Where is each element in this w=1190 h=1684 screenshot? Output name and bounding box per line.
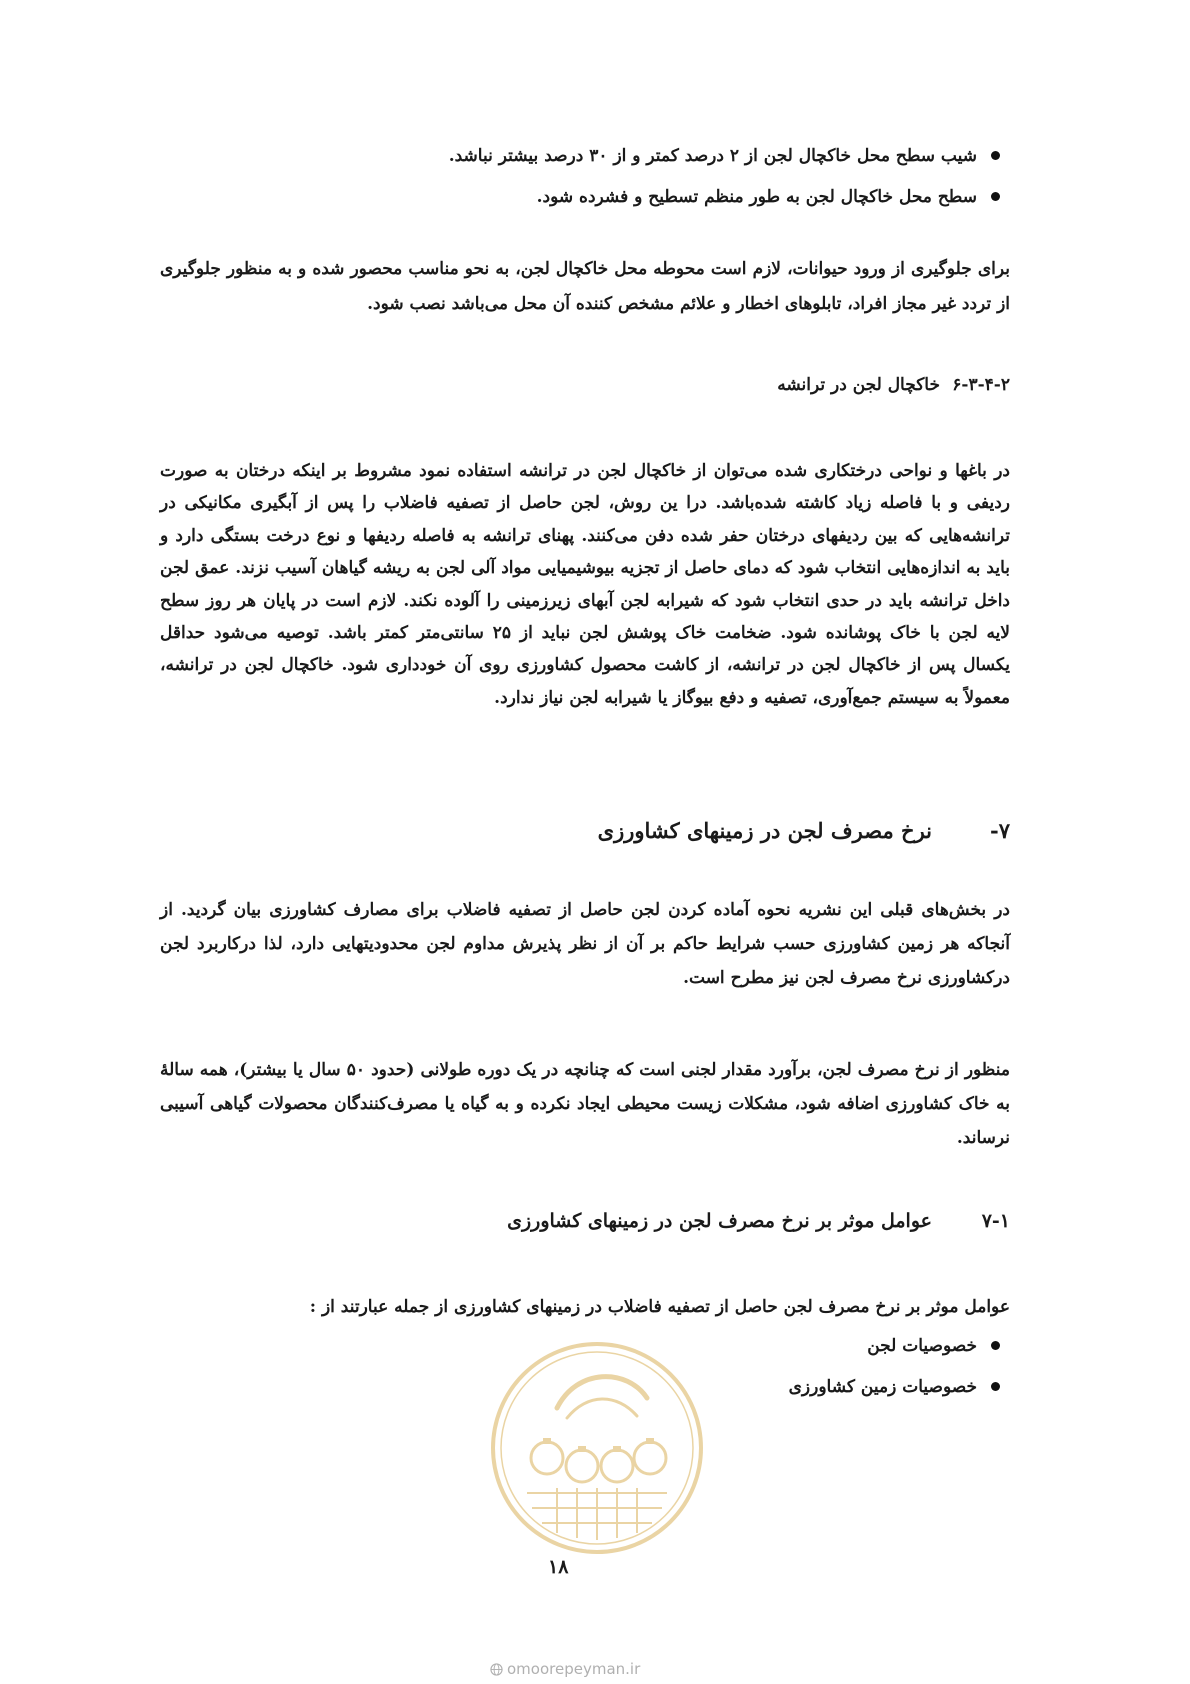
paragraph-7a: در بخش‌های قبلی این نشریه نحوه آماده کردن لجن حاصل از تصفیه فاضلاب برای مصارف کشاورزی بیان گردید. از آنجاکه هر زمین کشاورزی حسب شرایط حاکم بر آن از نظر پذیرش مداوم لجن محدودیتهایی دارد، لذا درکاربرد لجن درکشاورزی نرخ مصرف لجن نیز مطرح است. xyxy=(160,900,1010,988)
bullet-item-slope xyxy=(160,135,1010,176)
globe-icon xyxy=(490,1663,503,1676)
bullet-text: خصوصیات لجن xyxy=(867,1335,977,1356)
bullet-text: شیب سطح محل خاکچال لجن از ۲ درصد کمتر و از ۳۰ درصد بیشتر نباشد. xyxy=(448,145,977,166)
section-title: عوامل موثر بر نرخ مصرف لجن در زمینهای کشاورزی xyxy=(507,1210,932,1232)
paragraph-fence: برای جلوگیری از ورود حیوانات، لازم است محوطه محل خاکچال لجن، به نحو مناسب محصور شده و به منظور جلوگیری از تردد غیر مجاز افراد، تابلوهای اخطار و علائم مشخص کننده آن محل می‌باشد نصب شود. xyxy=(160,259,1010,314)
section-title: نرخ مصرف لجن در زمینهای کشاورزی xyxy=(597,818,932,843)
watermark-website xyxy=(490,1660,640,1678)
website-url: omoorepeyman.ir xyxy=(507,1660,641,1678)
bullet-item-leveling xyxy=(160,176,1010,217)
section-heading-7 xyxy=(160,818,1010,843)
paragraph-trench: در باغها و نواحی درختکاری شده می‌توان از خاکچال لجن در ترانشه استفاده نمود مشروط بر اینکه درختان به صورت ردیفی و با فاصله زیاد کاشته شده‌باشد. درا ین روش، لجن حاصل از تصفیه فاضلاب را پس از آبگیری مکانیکی در ترانشه‌هایی که بین ردیفهای درختان حفر شده دفن می‌کنند. پهنای ترانشه به فاصله ردیفها و نوع درخت بستگی دارد و باید به اندازه‌هایی انتخاب شود که دمای حاصل از تجزیه بیوشیمیایی مواد آلی لجن به ریشه گیاهان آسیب نزند. عمق لجن داخل ترانشه باید در حدی انتخاب شود که شیرابه لجن آبهای زیرزمینی را آلوده نکند. لازم است در پایان هر روز سطح لایه لجن با خاک پوشانده شود. ضخامت خاک پوشش لجن نباید از ۲۵ سانتی‌متر کمتر باشد. توصیه می‌شود حداقل یکسال پس از خاکچال لجن در ترانشه، از کاشت محصول کشاورزی روی آن خودداری شود. خاکچال لجن در ترانشه، معمولاً به سیستم جمع‌آوری، تصفیه و دفع بیوگاز یا شیرابه لجن نیاز ندارد. xyxy=(160,461,1011,708)
top-bullet-list xyxy=(160,135,1010,217)
bullet-dot-icon xyxy=(991,151,1000,160)
section-number: ۷-۱ xyxy=(981,1210,1010,1232)
section-heading-7-1 xyxy=(160,1210,1010,1232)
page-number: ۱۸ xyxy=(548,1556,569,1578)
bullet-text: خصوصیات زمین کشاورزی xyxy=(788,1376,977,1397)
paragraph-7b: منظور از نرخ مصرف لجن، برآورد مقدار لجنی است که چنانچه در یک دوره طولانی (حدود ۵۰ سال یا بیشتر)، همه سالهٔ به خاک کشاورزی اضافه شود، مشکلات زیست محیطی ایجاد نکرده و به گیاه یا مصرف‌کنندگان محصولات گیاهی آسیبی نرساند. xyxy=(160,1060,1010,1148)
bullet-dot-icon xyxy=(991,192,1000,201)
bullet-dot-icon xyxy=(991,1341,1000,1350)
paragraph-7-1: عوامل موثر بر نرخ مصرف لجن حاصل از تصفیه فاضلاب در زمینهای کشاورزی از جمله عبارتند از : xyxy=(309,1297,1010,1317)
section-number: ۶-۳-۴-۲ xyxy=(952,375,1010,395)
bullet-dot-icon xyxy=(991,1382,1000,1391)
section-number: ۷- xyxy=(990,818,1010,843)
watermark-logo-icon xyxy=(487,1338,707,1558)
section-heading-6-3-4-2 xyxy=(160,375,1010,395)
section-title: خاکچال لجن در ترانشه xyxy=(777,375,940,395)
bullet-text: سطح محل خاکچال لجن به طور منظم تسطیح و فشرده شود. xyxy=(536,186,977,207)
